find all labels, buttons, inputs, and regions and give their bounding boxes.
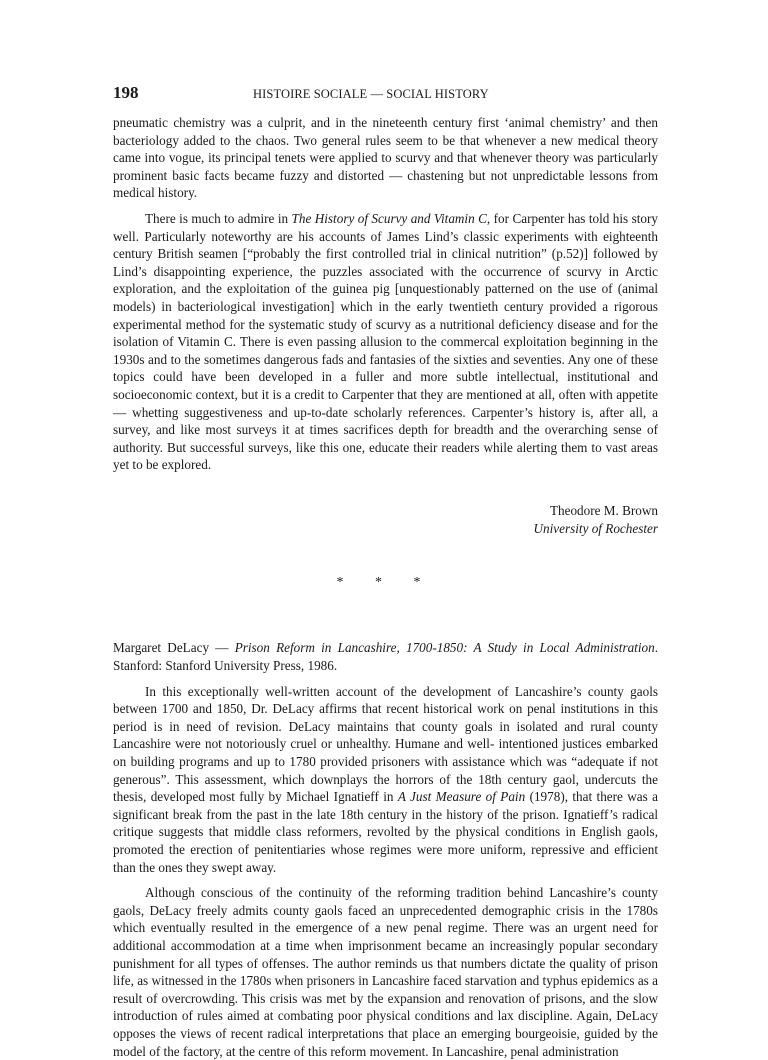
review2-paragraph-1: [113, 683, 658, 877]
text-run: There is much to admire in: [145, 210, 292, 226]
review1-paragraph-2: [113, 210, 658, 474]
page-number: 198: [113, 83, 139, 102]
running-title: HISTOIRE SOCIALE — SOCIAL HISTORY: [253, 87, 489, 101]
citation-title: Prison Reform in Lancashire, 1700-1850: A Study in Local Administration: [234, 640, 655, 656]
review2-citation: [113, 639, 658, 674]
citation-publisher: . Stanford: Stanford University Press, 1986.: [113, 640, 658, 674]
reviewer-affiliation: University of Rochester: [533, 520, 658, 536]
page-header: [113, 84, 658, 108]
text-run: (1978), that there was a significant break from the past in the late 18th century in the history of the prison. Ignatieff’s radical critique suggests that middle class reformers, revolted by the physical conditions in English gaols, promoted the erection of penitentiaries whose regimes were more uniform, repressive and efficient than the ones they swept away.: [113, 789, 658, 875]
section-separator: * * *: [336, 574, 435, 590]
book-title: The History of Scurvy and Vitamin C: [291, 210, 487, 226]
text-run: , for Carpenter has told his story well. Particularly noteworthy are his accounts of James Lind’s classic experiments with eighteenth century British seamen [“probably the first controlled trial in clinical nutrition” (p.52)] followed by Lind’s disappointing experience, the puzzles associated with the occurrence of scurvy in Arctic exploration, and the exploitation of the guinea pig [unquestionably patterned on the use of (animal models) in bacteriological investigation] which in the early twentieth century provided a rigorous experimental method for the systematic study of scurvy as a nutritional deficiency disease and for the isolation of Vitamin C. There is even passing allusion to the commercal exploitation beginning in the 1930s and to the sometimes dangerous fads and fantasies of the sixties and seventies. Any one of these topics could have been developed in a fuller and more subtle intellectual, institutional and socioeconomic context, but it is a credit to Carpenter that they are mentioned at all, often with appetite — whetting suggestiveness and up-to-date scholarly references. Carpenter’s history is, after all, a survey, and like most surveys it at times sacrifices depth for breadth and the overarching sense of authority. But successful surveys, like this one, educate their readers while alerting them to vast areas yet to be explored.: [113, 210, 658, 473]
text-run: In this exceptionally well-written account of the development of Lancashire’s county gaols between 1700 and 1850, Dr. DeLacy affirms that recent historical work on penal institutions in this period is in need of revision. DeLacy maintains that county goals in isolated and rural county Lancashire were not notoriously cruel or unhealthy. Humane and well- intentioned justices embarked on building programs and up to 1780 provided prisoners with assistance which was “adequate if not generous”. This assessment, which downplays the horrors of the 18th century gaol, undercuts the thesis, developed most fully by Michael Ignatieff in: [113, 683, 658, 805]
review-signature: [113, 502, 658, 538]
citation-author: Margaret DeLacy —: [113, 640, 235, 656]
document-page: [113, 84, 658, 1060]
book-title: A Just Measure of Pain: [397, 789, 526, 805]
review2-paragraph-2: Although conscious of the continuity of the reforming tradition behind Lancashire’s county gaols, DeLacy freely admits county gaols faced an unprecedented demographic crisis in the 1780s which eventually resulted in the emergence of a new penal regime. There was an urgent need for additional accommodation at a time when imprisonment became an increasingly popular secondary punishment for all types of offenses. The author reminds us that numbers dictate the quality of prison life, as witnessed in the 1780s when prisoners in Lancashire faced starvation and typhus epidemics as a result of overcrowding. This crisis was met by the expansion and renovation of prisons, and the slow introduction of rules aimed at combating poor physical conditions and lax discipline. Again, DeLacy opposes the views of recent radical interpretations that place an emerging bourgeoisie, guided by the model of the factory, at the centre of this reform movement. In Lancashire, penal administration: [113, 885, 658, 1059]
review1-paragraph-1: pneumatic chemistry was a culprit, and in the nineteenth century first ‘animal chemistry’ and then bacteriology added to the chaos. Two general rules seem to be that whenever a new medical theory came into vogue, its principal tenets were applied to scurvy and that whenever theory was particularly prominent basic facts became fuzzy and distorted — chastening but not unpredictable lessons from medical history.: [113, 115, 658, 201]
reviewer-name: Theodore M. Brown: [549, 502, 658, 518]
